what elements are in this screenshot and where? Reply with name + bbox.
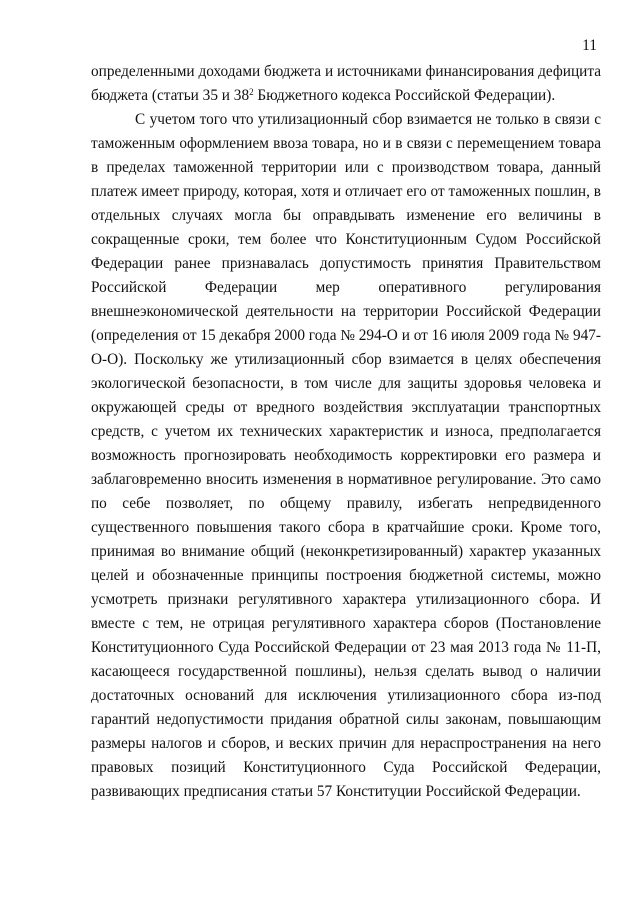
- paragraph-utilization-fee: С учетом того что утилизационный сбор взимается не только в связи с таможенным оформлением ввоза товара, но и в связи с перемещением товара в пределах таможенной территории или с производством товара, данный платеж имеет природу, которая, хотя и отличает его от таможенных пошлин, в отдельных случаях могла бы оправдывать изменение его величины в сокращенные сроки, тем более что Конституционным Судом Российской Федерации ранее признавалась допустимость принятия Правительством Российской Федерации мер оперативного регулирования внешнеэкономической деятельности на территории Российской Федерации (определения от 15 декабря 2000 года № 294-О и от 16 июля 2009 года № 947-О-О). Поскольку же утилизационный сбор взимается в целях обеспечения экологической безопасности, в том числе для защиты здоровья человека и окружающей среды от вредного воздействия эксплуатации транспортных средств, с учетом их технических характеристик и износа, предполагается возможность прогнозировать необходимость корректировки его размера и заблаговременно вносить изменения в нормативное регулирование. Это само по себе позволяет, по общему правилу, избегать непредвиденного существенного повышения такого сбора в кратчайшие сроки. Кроме того, принимая во внимание общий (неконкретизированный) характер указанных целей и обозначенные принципы построения бюджетной системы, можно усмотреть признаки регулятивного характера утилизационного сбора. И вместе с тем, не отрицая регулятивного характера сборов (Постановление Конституционного Суда Российской Федерации от 23 мая 2013 года № 11-П, касающееся государственной пошлины), нельзя сделать вывод о наличии достаточных оснований для исключения утилизационного сбора из-под гарантий недопустимости придания обратной силы законам, повышающим размеры налогов и сборов, и веских причин для нераспространения на него правовых позиций Конституционного Суда Российской Федерации, развивающих предписания статьи 57 Конституции Российской Федерации.: [91, 111, 601, 800]
- paragraph-1-text-after-superscript: Бюджетного кодекса Российской Федерации).: [253, 87, 556, 104]
- article-superscript: 2: [249, 87, 254, 98]
- paragraph-1-text-before-superscript: определенными доходами бюджета и источниками финансирования дефицита бюджета (статьи 35 и 38: [91, 63, 601, 104]
- document-body: [91, 60, 601, 804]
- paragraph-continuation: [91, 60, 601, 108]
- page-number: 11: [582, 37, 597, 54]
